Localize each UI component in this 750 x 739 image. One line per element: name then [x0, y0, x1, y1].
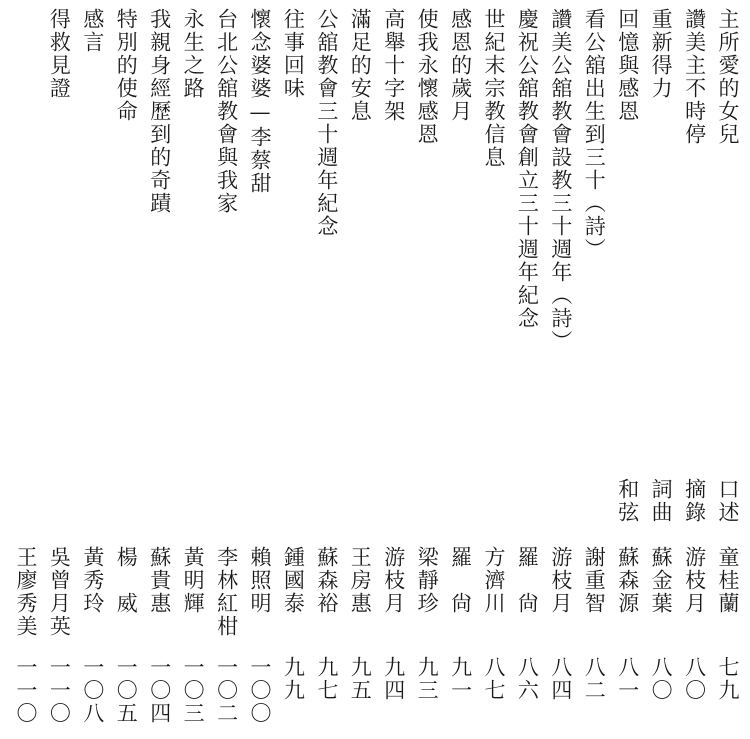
entry-note: 詞曲	[649, 478, 674, 524]
entry-title: 感言	[80, 8, 105, 54]
entry-author: 謝重智	[582, 546, 607, 615]
entry-author: 李林紅柑	[214, 546, 239, 638]
entry-page: 一〇四	[147, 656, 172, 725]
toc-entry	[582, 8, 606, 736]
toc-entry	[215, 8, 239, 736]
toc-entry	[348, 8, 372, 736]
entry-author: 楊 威	[114, 546, 139, 615]
toc-entry	[716, 8, 740, 736]
entry-page: 九四	[381, 656, 406, 702]
entry-author: 羅 尙	[448, 546, 473, 615]
entry-title: 感恩的歲月	[448, 8, 473, 123]
entry-note: 摘錄	[682, 478, 707, 524]
entry-author: 童桂蘭	[716, 546, 740, 615]
entry-title: 特別的使命	[114, 8, 139, 123]
entry-title: 重新得力	[649, 8, 674, 100]
toc-entry	[515, 8, 539, 736]
entry-page: 一〇二	[214, 656, 239, 725]
entry-page: 一〇三	[181, 656, 206, 725]
entry-page: 九九	[281, 656, 306, 702]
entry-page: 一一〇	[14, 656, 38, 725]
toc-entry	[181, 8, 205, 736]
entry-author: 賴照明	[248, 546, 272, 615]
toc-entry	[449, 8, 473, 736]
entry-author: 蘇森裕	[314, 546, 339, 615]
toc-entry	[382, 8, 406, 736]
entry-author: 游枝月	[548, 546, 573, 615]
entry-page: 九七	[314, 656, 339, 702]
entry-author: 游枝月	[381, 546, 406, 615]
toc-entry	[683, 8, 707, 736]
entry-title: 看公舘出生到三十（詩）	[582, 8, 607, 261]
entry-title: 慶祝公舘教會創立三十週年紀念	[515, 8, 540, 330]
entry-page: 一〇八	[80, 656, 105, 725]
entry-page: 一〇五	[114, 656, 139, 725]
toc-entry	[148, 8, 172, 736]
entry-page: 八二	[582, 656, 607, 702]
entry-page: 一〇〇	[248, 656, 272, 725]
toc-entry	[281, 8, 305, 736]
entry-title: 得救見證	[47, 8, 72, 100]
entry-author: 羅 尙	[515, 546, 540, 615]
entry-title: 公舘教會三十週年紀念	[314, 8, 339, 238]
entry-title: 永生之路	[181, 8, 206, 100]
entry-title: 往事回味	[281, 8, 306, 100]
entry-author: 王廖秀美	[14, 546, 38, 638]
entry-author: 梁靜珍	[415, 546, 440, 615]
toc-entry	[248, 8, 272, 736]
entry-page: 八〇	[649, 656, 674, 702]
toc-entry	[47, 8, 71, 736]
entry-page: 九五	[348, 656, 373, 702]
toc-entry	[549, 8, 573, 736]
entry-author: 鍾國泰	[281, 546, 306, 615]
entry-page: 九一	[448, 656, 473, 702]
toc-entry	[649, 8, 673, 736]
entry-page: 八〇	[682, 656, 707, 702]
entry-title: 懷念婆婆—李蔡甜	[248, 8, 272, 195]
entry-page: 九三	[415, 656, 440, 702]
entry-title: 主所愛的女兒	[716, 8, 740, 146]
entry-page: 七九	[716, 656, 740, 702]
entry-author: 方濟川	[482, 546, 506, 615]
entry-title: 讚美主不時停	[682, 8, 707, 146]
entry-title: 我親身經歷到的奇蹟	[147, 8, 172, 215]
entry-note: 口述	[716, 478, 740, 524]
toc-entry	[315, 8, 339, 736]
entry-author: 游枝月	[682, 546, 707, 615]
toc-entry	[616, 8, 640, 736]
entry-page: 八六	[515, 656, 540, 702]
toc-entry	[114, 8, 138, 736]
entry-page: 一一〇	[47, 656, 72, 725]
entry-title: 世紀末宗教信息	[482, 8, 506, 169]
toc-entry	[415, 8, 439, 736]
entry-page: 八七	[482, 656, 506, 702]
entry-author: 蘇貴惠	[147, 546, 172, 615]
entry-author: 蘇金葉	[649, 546, 674, 615]
entry-title: 讚美公舘教會設教三十週年（詩）	[548, 8, 573, 353]
toc-entry	[14, 8, 38, 736]
entry-title: 台北公舘教會與我家	[214, 8, 239, 215]
toc-entry	[482, 8, 506, 736]
entry-title: 滿足的安息	[348, 8, 373, 123]
entry-page: 八四	[548, 656, 573, 702]
entry-author: 蘇森源	[615, 546, 640, 615]
entry-author: 黃秀玲	[80, 546, 105, 615]
entry-note: 和弦	[615, 478, 640, 524]
entry-title: 高舉十字架	[381, 8, 406, 123]
entry-author: 吳曾月英	[47, 546, 72, 638]
entry-author: 黃明輝	[181, 546, 206, 615]
entry-page: 八一	[615, 656, 640, 702]
entry-author: 王房惠	[348, 546, 373, 615]
entry-title: 使我永懷感恩	[415, 8, 440, 146]
toc-entry	[81, 8, 105, 736]
entry-title: 回憶與感恩	[615, 8, 640, 123]
